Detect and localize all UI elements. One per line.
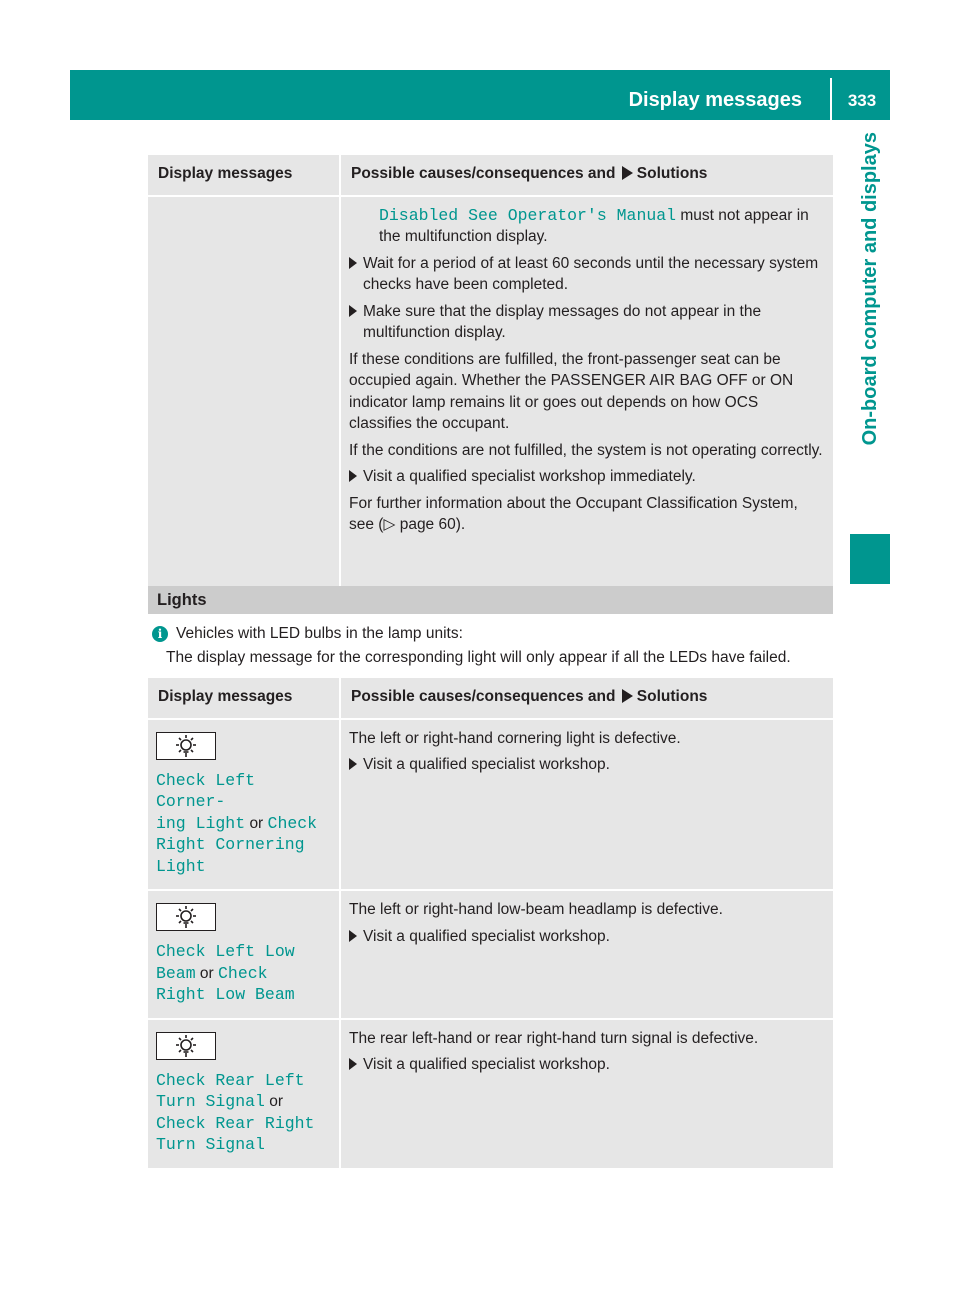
page-ref-arrow-icon: ▷ (383, 516, 396, 533)
col-causes-header (340, 678, 833, 719)
message-check-rear-left-turn-signal: Check Rear Left (156, 1070, 305, 1090)
info-note-line1: Vehicles with LED bulbs in the lamp units: (176, 625, 463, 642)
message-check-right-low-beam-cont: Right Low Beam (156, 985, 295, 1004)
list-item (349, 253, 825, 296)
message-check-right-cornering-light-cont: Light (156, 856, 206, 876)
page-reference-link[interactable]: page 60). (395, 516, 466, 533)
message-check-rear-right-turn-signal: Check Rear Right (156, 1113, 315, 1133)
message-check-right-low-beam: Check (218, 963, 268, 983)
paragraph: If the conditions are not fulfilled, the system is not operating correctly. (349, 441, 823, 459)
message-check-left-cornering-light-cont: ing Light (156, 813, 246, 833)
list-item (349, 926, 825, 948)
list-item-text: Visit a qualified specialist workshop. (363, 1056, 610, 1073)
table-cell-causes (340, 890, 833, 1019)
cause-text: The left or right-hand low-beam headlamp is defective. (349, 901, 723, 918)
list-item-text: Make sure that the display messages do not appear in the multifunction display. (363, 302, 762, 341)
table-header-row (148, 678, 833, 719)
table-cell-causes (340, 196, 833, 596)
section-heading-lights: Lights (148, 586, 833, 614)
message-check-left-low-beam: Check Left Low (156, 942, 295, 961)
list-item (349, 754, 825, 776)
bullet-arrow-icon (349, 758, 357, 770)
bulb-warning-icon-svg (173, 905, 199, 929)
message-check-rear-left-turn-signal-cont: Turn Signal (156, 1092, 265, 1111)
message-check-rear-right-turn-signal-cont: Turn Signal (156, 1135, 265, 1154)
arrow-right-icon (622, 689, 633, 703)
table-row (148, 890, 833, 1019)
arrow-right-icon (622, 166, 633, 180)
message-check-left-low-beam-cont: Beam (156, 963, 196, 983)
bulb-warning-icon-svg (173, 734, 199, 758)
list-item-text: Wait for a period of at least 60 seconds until the necessary system checks have been completed. (363, 254, 819, 293)
bulb-warning-icon-svg (173, 1034, 199, 1058)
list-item-text: Visit a qualified specialist workshop. (363, 927, 610, 945)
header-bar (70, 70, 890, 120)
list-item (349, 1054, 825, 1076)
cause-text: The rear left-hand or rear right-hand turn signal is defective. (349, 1029, 759, 1047)
side-tab-label: On-board computer and displays (859, 132, 881, 446)
table-cell-causes (340, 719, 833, 891)
table-row (148, 719, 833, 891)
table-cell-message (148, 719, 340, 891)
message-text (156, 941, 331, 1006)
message-text (156, 770, 331, 878)
list-item (349, 466, 825, 488)
table-cell-message (148, 890, 340, 1019)
list-item-text: Visit a qualified specialist workshop. (363, 756, 610, 773)
message-check-left-cornering-light: Check Left Corner‐ (156, 770, 256, 811)
bulb-warning-icon (156, 903, 216, 931)
paragraph (349, 493, 825, 536)
cause-text: The left or right-hand cornering light is defective. (349, 729, 681, 747)
table-row (148, 1019, 833, 1169)
display-messages-table-lights (148, 678, 833, 1170)
col-causes-header (340, 155, 833, 196)
reference-text: For further information about the Occupant Classification System, see ( (349, 494, 798, 533)
bulb-warning-icon (156, 732, 216, 760)
bullet-arrow-icon (349, 257, 357, 269)
list-item (349, 301, 825, 344)
continued-text (349, 205, 825, 248)
paragraph: If these conditions are fulfilled, the front-passenger seat can be occupied again. Whether the PASSENGER AIR BAG OFF or ON indicator lamp remains lit or goes out depends on how OCS classifies the occupant. (349, 350, 794, 432)
message-disabled-see-manual: Disabled See Operator's Manual (379, 205, 677, 225)
bullet-arrow-icon (349, 470, 357, 482)
or-text: or (199, 964, 214, 982)
page-title: Display messages (628, 89, 802, 111)
message-check-right-cornering-light: Check (267, 813, 318, 833)
header-divider (830, 78, 832, 120)
or-text: or (249, 814, 264, 832)
bullet-arrow-icon (349, 1058, 357, 1070)
display-messages-table-continued (148, 155, 833, 597)
table-row (148, 196, 833, 596)
table-cell-causes (340, 1019, 833, 1169)
message-check-right-cornering-light-cont: Right Cornering (156, 835, 305, 854)
col-display-messages-header: Display messages (148, 155, 340, 196)
col-causes-header-text: Possible causes/consequences and (351, 165, 616, 182)
col-display-messages-header: Display messages (148, 678, 340, 719)
info-note-line2: The display message for the corresponding light will only appear if all the LEDs have failed. (166, 649, 791, 666)
col-causes-header-text: Possible causes/consequences and (351, 688, 616, 705)
side-tab (850, 120, 890, 530)
message-text (156, 1070, 331, 1156)
page-number: 333 (847, 91, 877, 110)
bullet-arrow-icon (349, 305, 357, 317)
table-cell-message (148, 1019, 340, 1169)
continued-text-body: must not appear in the multifunction display. (379, 206, 809, 245)
bullet-arrow-icon (349, 930, 357, 942)
list-item-text: Visit a qualified specialist workshop immediately. (363, 468, 696, 485)
side-tab-marker (850, 534, 890, 584)
or-text: or (269, 1093, 284, 1110)
table-header-row (148, 155, 833, 196)
bulb-warning-icon (156, 1032, 216, 1060)
col-solutions-header-text: Solutions (636, 688, 708, 705)
info-icon: i (152, 626, 168, 642)
col-solutions-header-text: Solutions (636, 165, 708, 182)
table-cell-empty (148, 196, 340, 596)
